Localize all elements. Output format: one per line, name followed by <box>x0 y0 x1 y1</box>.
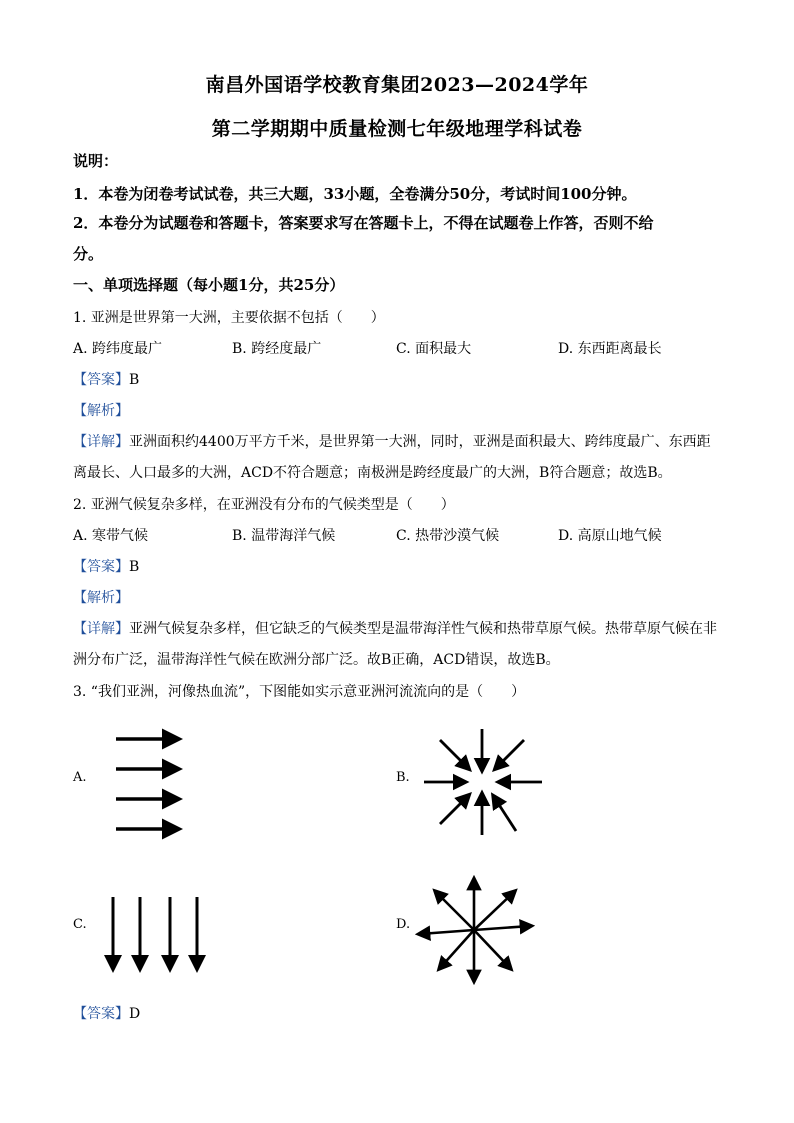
q2-option-b: B. 温带海洋气候 <box>232 528 336 544</box>
q1-answer-tag: 【答案】 <box>73 372 129 388</box>
q2-answer <box>73 556 733 576</box>
arrow-inward-icon <box>440 796 468 824</box>
q1-detail-tag: 【详解】 <box>73 434 129 450</box>
q1-answer <box>73 369 733 389</box>
q3-answer-value: D <box>129 1006 141 1022</box>
q1-analysis-tag: 【解析】 <box>73 403 129 419</box>
q1-detail-line1 <box>73 431 733 451</box>
q3-stem: 3. “我们亚洲，河像热血流”，下图能如实示意亚洲河流流向的是（ ） <box>73 684 526 700</box>
q3-figure-a <box>110 725 190 845</box>
note-2-line1: 2．本卷分为试题卷和答题卡，答案要求写在答题卡上，不得在试题卷上作答，否则不给 <box>73 214 654 232</box>
q3-answer <box>73 1003 733 1023</box>
q3-figure-a-label: A. <box>73 770 87 785</box>
q3-figure-c <box>100 893 210 983</box>
notes-heading: 说明： <box>73 152 119 170</box>
q3-figure-b-label: B. <box>396 770 410 785</box>
q3-figure-c-label: C. <box>73 917 87 932</box>
q1-stem: 1. 亚洲是世界第一大洲，主要依据不包括（ ） <box>73 310 385 326</box>
arrow-outward-icon <box>474 892 514 930</box>
q2-detail-line2: 洲分布广泛，温带海洋性气候在欧洲分部广泛。故B正确，ACD错误，故选B。 <box>73 652 560 668</box>
arrow-inward-icon <box>494 797 516 831</box>
arrow-outward-icon <box>474 930 510 968</box>
q1-detail-text1: 亚洲面积约4400万平方千米，是世界第一大洲，同时，亚洲是面积最大、跨纬度最广、东西距 <box>129 434 711 450</box>
q2-detail-text1: 亚洲气候复杂多样，但它缺乏的气候类型是温带海洋性气候和热带草原气候。热带草原气候在非 <box>129 621 717 637</box>
exam-title-line2: 第二学期期中质量检测七年级地理学科试卷 <box>211 118 583 140</box>
q2-analysis-tag: 【解析】 <box>73 590 129 606</box>
q2-detail-tag: 【详解】 <box>73 621 129 637</box>
q2-answer-tag: 【答案】 <box>73 559 129 575</box>
q2-option-a: A. 寒带气候 <box>73 528 149 544</box>
q3-figure-b <box>420 725 550 840</box>
note-1: 1．本卷为闭卷考试试卷，共三大题，33小题，全卷满分50分，考试时间100分钟。 <box>73 185 637 203</box>
q3-answer-tag: 【答案】 <box>73 1006 129 1022</box>
exam-title-line1: 南昌外国语学校教育集团2023—2024学年 <box>205 74 589 96</box>
q3-figure-d-label: D. <box>396 917 411 932</box>
q1-option-d: D. 东西距离最长 <box>558 341 662 357</box>
arrow-inward-icon <box>496 740 524 768</box>
q1-option-a: A. 跨纬度最广 <box>73 341 163 357</box>
q2-detail-line1 <box>73 618 733 638</box>
section-1-heading: 一、单项选择题（每小题1分，共25分） <box>73 276 345 294</box>
q3-figure-d <box>412 870 542 990</box>
arrow-outward-icon <box>440 930 474 968</box>
q1-option-b: B. 跨经度最广 <box>232 341 322 357</box>
arrow-outward-icon <box>474 926 530 930</box>
q2-option-c: C. 热带沙漠气候 <box>396 528 500 544</box>
q1-answer-value: B <box>129 372 140 388</box>
q2-answer-value: B <box>129 559 140 575</box>
q2-option-d: D. 高原山地气候 <box>558 528 662 544</box>
q1-detail-line2: 离最长、人口最多的大洲，ACD不符合题意；南极洲是跨经度最广的大洲，B符合题意；故选B。 <box>73 465 672 481</box>
arrow-inward-icon <box>440 740 468 768</box>
arrow-outward-icon <box>420 930 474 934</box>
q2-stem: 2. 亚洲气候复杂多样，在亚洲没有分布的气候类型是（ ） <box>73 497 455 513</box>
arrow-outward-icon <box>436 892 474 930</box>
q1-option-c: C. 面积最大 <box>396 341 472 357</box>
note-2-line2: 分。 <box>73 245 104 263</box>
